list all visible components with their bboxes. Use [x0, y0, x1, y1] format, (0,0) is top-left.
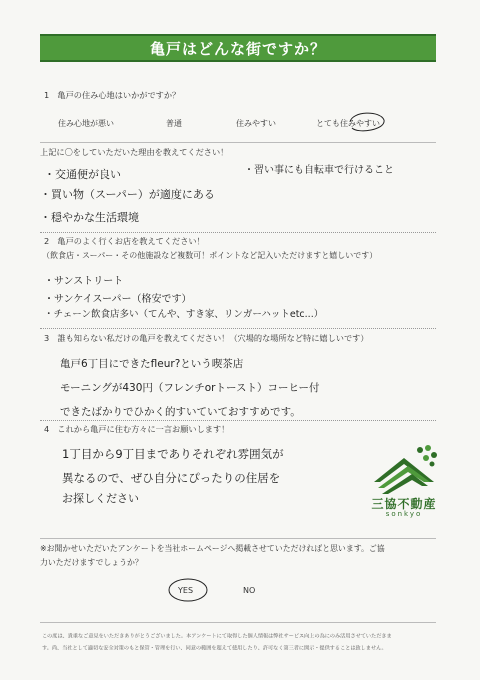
title-banner [40, 34, 436, 62]
selection-circle-mark [344, 108, 388, 136]
q1-answer-2: ・買い物（スーパー）が適度にある [40, 188, 215, 201]
q4-answer-2: 異なるので、ぜひ自分にぴったりの住居を [62, 471, 281, 485]
q2-question: 2 亀戸のよく行くお店を教えてください！ [44, 236, 205, 246]
footer-line1: この度は、貴重なご意見をいただきありがとうございました。本アンケートにて取得した個人情報は弊社サービス向上の為にのみ活用させていただきま [42, 633, 392, 640]
q1-reason-prompt: 上記に〇をしていただいた理由を教えてください！ [40, 147, 229, 157]
yes-selection-circle-mark [164, 576, 212, 604]
consent-text-line1: ※お聞かせいただいたアンケートを当社ホームページへ掲載させていただければと思います。ご協 [40, 544, 385, 553]
q4-question: 4 これから亀戸に住む方々に一言お願いします！ [44, 424, 230, 434]
footer-line2: す。尚、当社として適切な安全対策のもと保管・管理を行い、同意の範囲を超えて使用したり、許可なく第三者に開示・提供することは致しません。 [42, 645, 387, 652]
consent-yes-option: YES [178, 586, 194, 595]
page-title: 亀戸はどんな街ですか？ [149, 39, 326, 58]
divider [40, 420, 436, 421]
q3-answer-3: できたばかりでひかく的すいていておすすめです。 [60, 406, 301, 418]
divider [40, 622, 436, 623]
q1-option-good: 住みやすい [236, 119, 276, 128]
divider [40, 538, 436, 539]
q3-question: 3 誰も知らない私だけの亀戸を教えてください！（穴場的な場所など特に嬉しいです） [44, 333, 369, 343]
q2-note: （飲食店・スーパー・その他施設など複数可！ポイントなど記入いただけますと嬉しいです） [42, 251, 378, 260]
q2-answer-3: ・チェーン飲食店多い（てんや、すき家、リンガーハットetc...） [44, 309, 324, 320]
divider [40, 142, 436, 143]
consent-no-option: NO [243, 586, 256, 595]
q1-question: 1 亀戸の住み心地はいかがですか？ [44, 90, 181, 100]
logo-subtitle: sonkyo [385, 510, 423, 518]
q1-answer-4: ・習い事にも自転車で行けること [244, 165, 394, 176]
logo-name: 三協不動産 [371, 497, 437, 511]
q4-answer-1: 1丁目から9丁目までありそれぞれ雰囲気が [62, 447, 284, 461]
q1-option-very-good: とても住みやすい [316, 119, 380, 128]
q3-answer-2: モーニングが430円（フレンチorトースト）コーヒー付 [60, 382, 320, 394]
q1-option-bad: 住み心地が悪い [58, 119, 114, 128]
divider [40, 328, 436, 329]
q3-answer-1: 亀戸6丁目にできたfleur?という喫茶店 [60, 358, 244, 370]
q1-answer-3: ・穏やかな生活環境 [40, 211, 139, 224]
q4-answer-3: お探しください [62, 492, 139, 505]
q2-answer-1: ・サンストリート [44, 276, 124, 287]
q1-answer-1: ・交通便が良い [44, 168, 121, 181]
divider [40, 232, 436, 233]
q2-answer-2: ・サンケイスーパー（格安です） [44, 294, 192, 305]
consent-text-line2: 力いただけますでしょうか？ [40, 558, 143, 567]
q1-option-normal: 普通 [166, 119, 182, 128]
sankyo-logo-icon [368, 438, 440, 498]
